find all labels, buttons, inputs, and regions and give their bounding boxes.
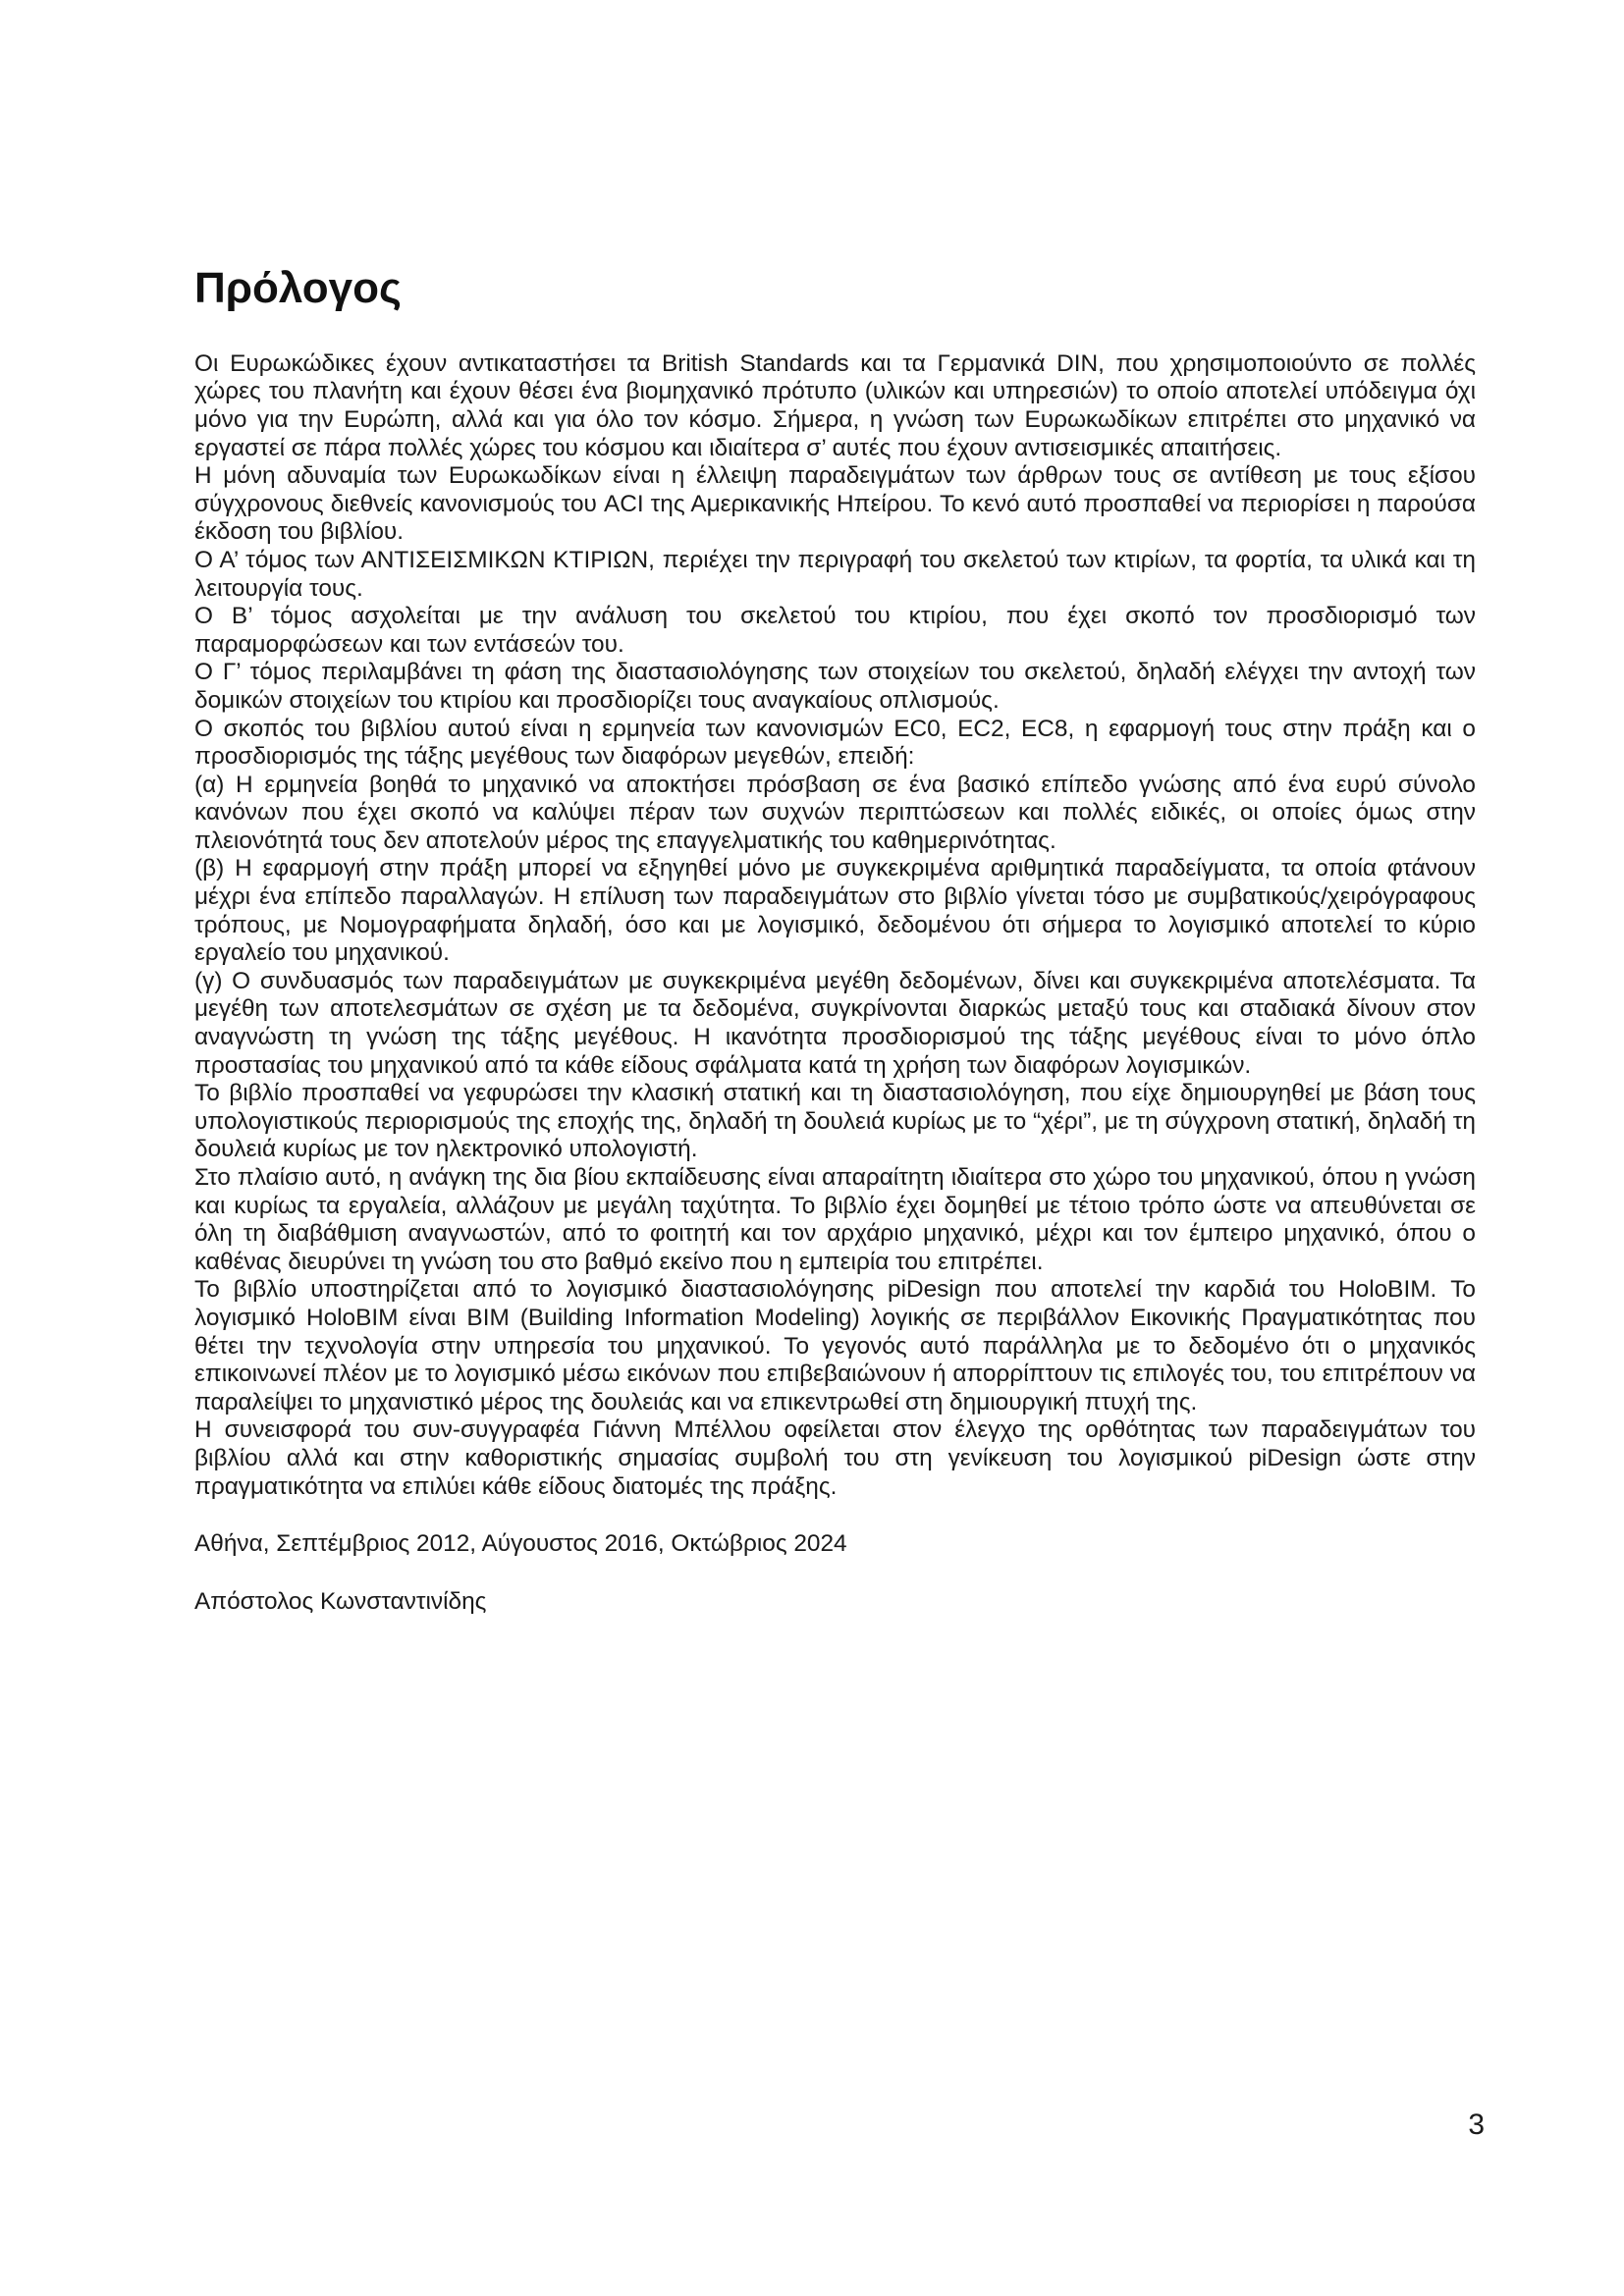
- paragraph: Ο Γ’ τόμος περιλαμβάνει τη φάση της διαστασιολόγησης των στοιχείων του σκελετού, δηλαδή ελέγχει την αντοχή των δομικών στοιχείων του κτιρίου και προσδιορίζει τους αναγκαίους οπλισμούς.: [194, 659, 1476, 714]
- paragraph: Ο Β’ τόμος ασχολείται με την ανάλυση του σκελετού του κτιρίου, που έχει σκοπό τον προσδιορισμό των παραμορφώσεων και των εντάσεών του.: [194, 603, 1476, 658]
- paragraph: (α) Η ερμηνεία βοηθά το μηχανικό να αποκτήσει πρόσβαση σε ένα βασικό επίπεδο γνώσης από ένα ευρύ σύνολο κανόνων που έχει σκοπό να καλύψει πέραν των συχνών περιπτώσεων και πολλές ειδικές, οι οποίες όμως στην πλειονότητά τους δεν αποτελούν μέρος της επαγγελματικής του καθημερινότητας.: [194, 771, 1476, 854]
- page-number: 3: [1468, 2109, 1485, 2141]
- preface-body: [194, 350, 1476, 1501]
- paragraph: (β) Η εφαρμογή στην πράξη μπορεί να εξηγηθεί μόνο με συγκεκριμένα αριθμητικά παραδείγματα, τα οποία φτάνουν μέχρι ένα επίπεδο παραλλαγών. Η επίλυση των παραδειγμάτων στο βιβλίο γίνεται τόσο με συμβατικούς/χειρόγραφους τρόπους, με Νομογραφήματα δηλαδή, όσο και με λογισμικό, δεδομένου ότι σήμερα το λογισμικό αποτελεί το κύριο εργαλείο του μηχανικού.: [194, 855, 1476, 967]
- paragraph: Η μόνη αδυναμία των Ευρωκωδίκων είναι η έλλειψη παραδειγμάτων των άρθρων τους σε αντίθεση με τους εξίσου σύγχρονους διεθνείς κανονισμούς του ACI της Αμερικανικής Ηπείρου. Το κενό αυτό προσπαθεί να περιορίσει η παρούσα έκδοση του βιβλίου.: [194, 462, 1476, 546]
- paragraph: Ο σκοπός του βιβλίου αυτού είναι η ερμηνεία των κανονισμών EC0, EC2, EC8, η εφαρμογή τους στην πράξη και ο προσδιορισμός της τάξης μεγέθους των διαφόρων μεγεθών, επειδή:: [194, 715, 1476, 771]
- paragraph: (γ) Ο συνδυασμός των παραδειγμάτων με συγκεκριμένα μεγέθη δεδομένων, δίνει και συγκεκριμένα αποτελέσματα. Τα μεγέθη των αποτελεσμάτων σε σχέση με τα δεδομένα, συγκρίνονται διαρκώς μεταξύ τους και σταδιακά δίνουν στον αναγνώστη τη γνώση της τάξης μεγέθους. Η ικανότητα προσδιορισμού της τάξης μεγέθους είναι το μόνο όπλο προστασίας του μηχανικού από τα κάθε είδους σφάλματα κατά τη χρήση των διαφόρων λογισμικών.: [194, 967, 1476, 1079]
- date-line: Αθήνα, Σεπτέμβριος 2012, Αύγουστος 2016, Οκτώβριος 2024: [194, 1530, 847, 1558]
- paragraph: Το βιβλίο προσπαθεί να γεφυρώσει την κλασική στατική και τη διαστασιολόγηση, που είχε δημιουργηθεί με βάση τους υπολογιστικούς περιορισμούς της εποχής της, δηλαδή τη δουλειά κυρίως με το “χέρι”, με τη σύγχρονη στατική, δηλαδή τη δουλειά κυρίως με τον ηλεκτρονικό υπολογιστή.: [194, 1080, 1476, 1163]
- author-name: Απόστολος Κωνσταντινίδης: [194, 1587, 487, 1615]
- paragraph: Το βιβλίο υποστηρίζεται από το λογισμικό διαστασιολόγησης piDesign που αποτελεί την καρδιά του HoloBIM. Το λογισμικό HoloBIM είναι BIM (Building Information Modeling) λογικής σε περιβάλλον Εικονικής Πραγματικότητας που θέτει την τεχνολογία στην υπηρεσία του μηχανικού. Το γεγονός αυτό παράλληλα με το δεδομένο ότι ο μηχανικός επικοινωνεί πλέον με το λογισμικό μέσω εικόνων που επιβεβαιώνουν ή απορρίπτουν τις επιλογές του, του επιτρέπουν να παραλείψει το μηχανιστικό μέρος της δουλειάς και να επικεντρωθεί στη δημιουργική πτυχή της.: [194, 1276, 1476, 1415]
- paragraph: Οι Ευρωκώδικες έχουν αντικαταστήσει τα British Standards και τα Γερμανικά DIN, που χρησιμοποιούντο σε πολλές χώρες του πλανήτη και έχουν θέσει ένα βιομηχανικό πρότυπο (υλικών και υπηρεσιών) το οποίο αποτελεί υπόδειγμα όχι μόνο για την Ευρώπη, αλλά και για όλο τον κόσμο. Σήμερα, η γνώση των Ευρωκωδίκων επιτρέπει στο μηχανικό να εργαστεί σε πάρα πολλές χώρες του κόσμου και ιδιαίτερα σ’ αυτές που έχουν αντισεισμικές απαιτήσεις.: [194, 349, 1476, 461]
- paragraph: Ο Α’ τόμος των ΑΝΤΙΣΕΙΣΜΙΚΩΝ ΚΤΙΡΙΩΝ, περιέχει την περιγραφή του σκελετού των κτιρίων, τα φορτία, τα υλικά και τη λειτουργία τους.: [194, 546, 1476, 602]
- document-page: [194, 263, 1476, 1616]
- paragraph: Στο πλαίσιο αυτό, η ανάγκη της δια βίου εκπαίδευσης είναι απαραίτητη ιδιαίτερα στο χώρο του μηχανικού, όπου η γνώση και κυρίως τα εργαλεία, αλλάζουν με μεγάλη ταχύτητα. Το βιβλίο έχει δομηθεί με τέτοιο τρόπο ώστε να απευθύνεται σε όλη τη διαβάθμιση αναγνωστών, από το φοιτητή και τον αρχάριο μηχανικό, μέχρι και τον έμπειρο μηχανικό, όπου ο καθένας διευρύνει τη γνώση του στο βαθμό εκείνο που η εμπειρία του επιτρέπει.: [194, 1164, 1476, 1275]
- page-title: Πρόλογος: [194, 264, 402, 312]
- paragraph: Η συνεισφορά του συν-συγγραφέα Γιάννη Μπέλλου οφείλεται στον έλεγχο της ορθότητας των παραδειγμάτων του βιβλίου αλλά και στην καθοριστικής σημασίας συμβολή του στη γενίκευση του λογισμικού piDesign ώστε στην πραγματικότητα να επιλύει κάθε είδους διατομές της πράξης.: [194, 1416, 1476, 1500]
